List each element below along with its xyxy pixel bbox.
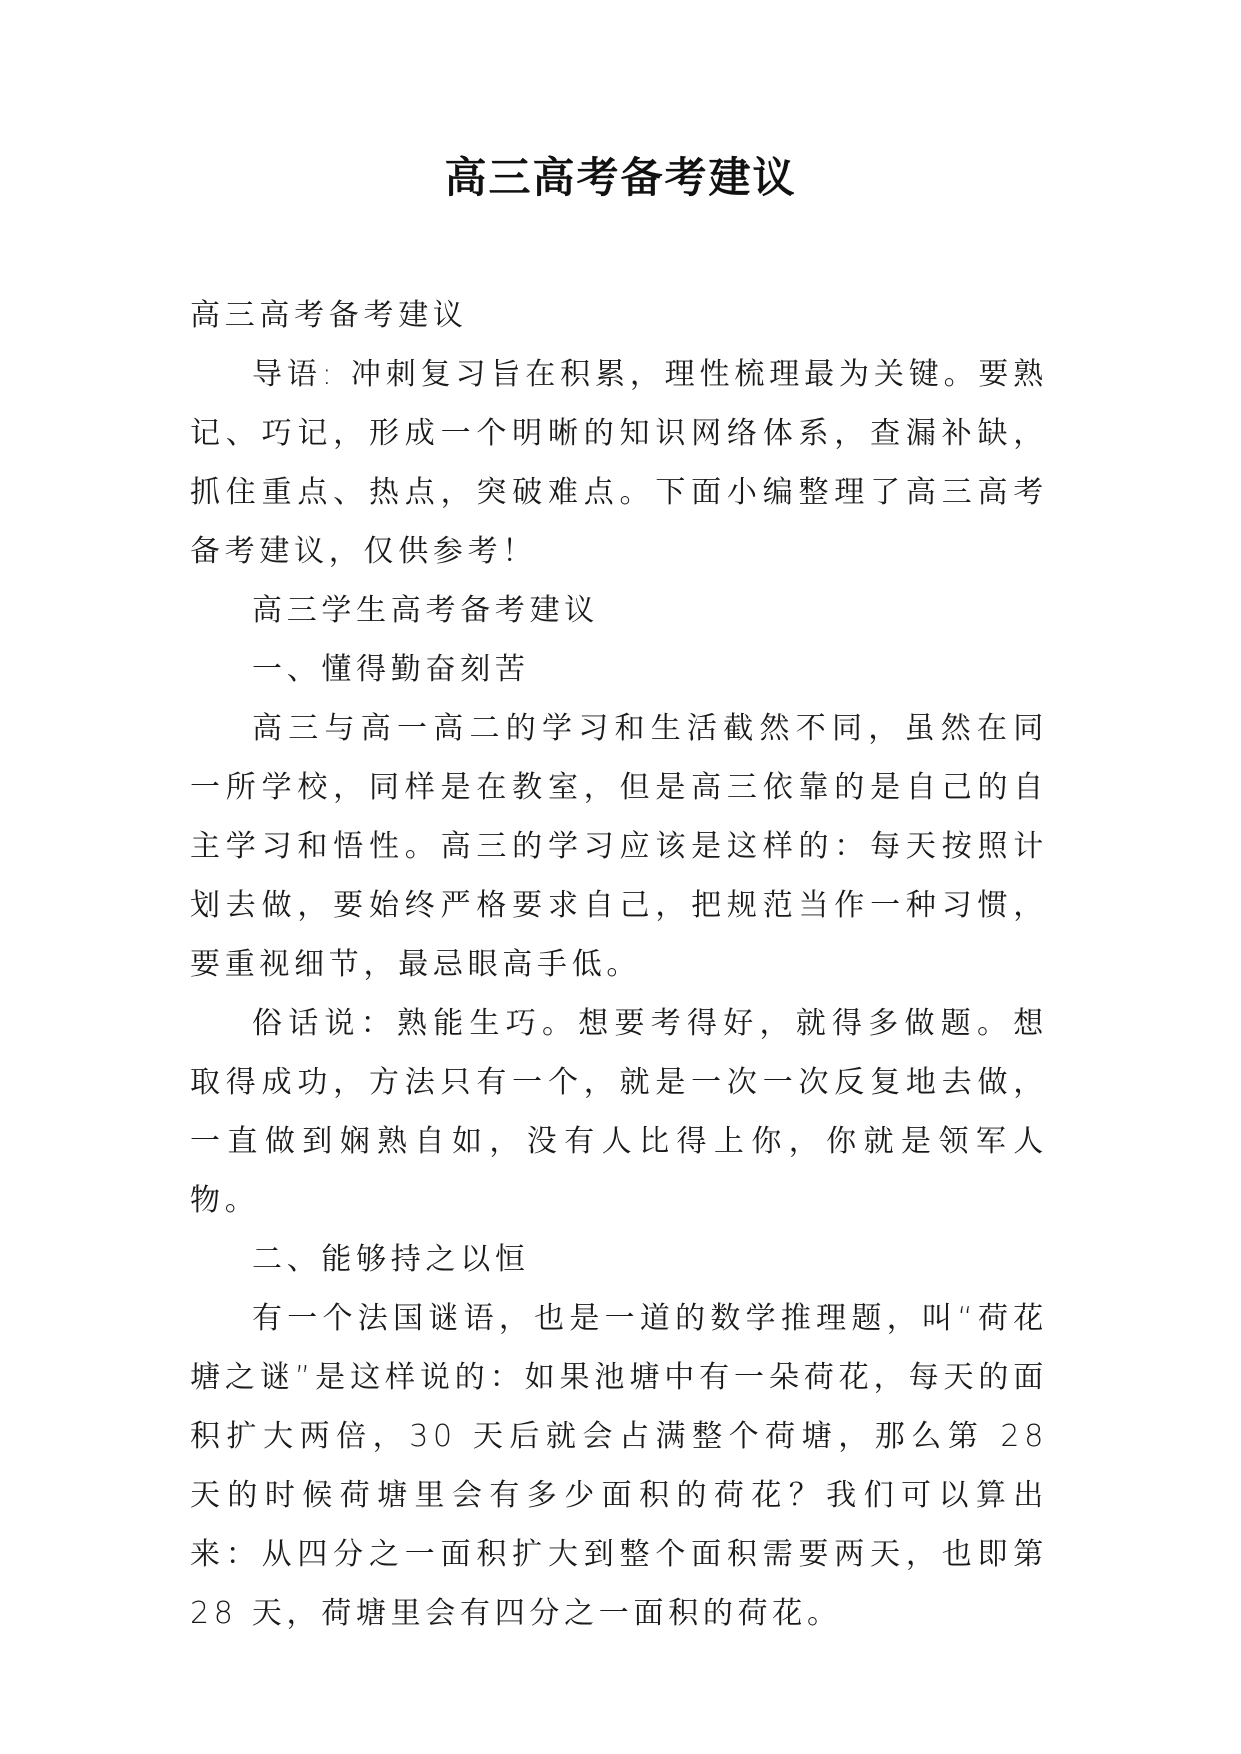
paragraph-body-2: 俗话说：熟能生巧。想要考得好，就得多做题。想取得成功，方法只有一个，就是一次一次反复地去做，一直做到娴熟自如，没有人比得上你，你就是领军人物。 [190, 1006, 1048, 1218]
paragraph-subtitle: 高三高考备考建议 [190, 298, 468, 333]
section-heading: 高三学生高考备考建议 [252, 593, 599, 628]
paragraph-intro: 导语: 冲刺复习旨在积累，理性梳理最为关键。要熟记、巧记，形成一个明晰的知识网络体系，查漏补缺，抓住重点、热点，突破难点。下面小编整理了高三高考备考建议，仅供参考！ [190, 357, 1048, 569]
document-title: 高三高考备考建议 [444, 153, 797, 202]
document-body [190, 286, 1048, 1643]
subsection-heading-1: 一、懂得勤奋刻苦 [252, 652, 530, 687]
paragraph-body-3: 有一个法国谜语，也是一道的数学推理题，叫“荷花塘之谜”是这样说的：如果池塘中有一朵荷花，每天的面积扩大两倍，30 天后就会占满整个荷塘，那么第 28 天的时候荷塘里会有多少面积的荷花？我们可以算出来：从四分之一面积扩大到整个面积需要两天，也即第 28 天，荷塘里会有四分之一面积的荷花。 [190, 1301, 1048, 1631]
paragraph-body-1: 高三与高一高二的学习和生活截然不同，虽然在同一所学校，同样是在教室，但是高三依靠的是自己的自主学习和悟性。高三的学习应该是这样的：每天按照计划去做，要始终严格要求自己，把规范当作一种习惯，要重视细节，最忌眼高手低。 [190, 711, 1048, 982]
subsection-heading-2: 二、能够持之以恒 [252, 1242, 530, 1277]
